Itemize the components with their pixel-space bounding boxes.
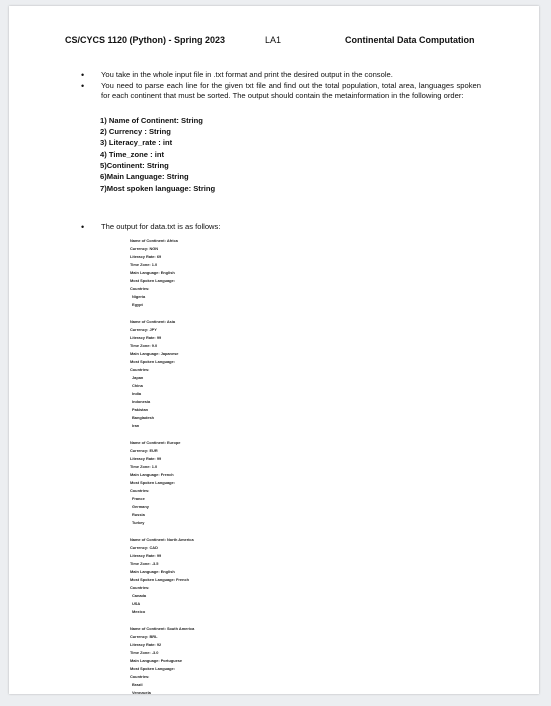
country-line: Nigeria [132,294,146,299]
continent-output-block [130,536,350,616]
continent-output-block [130,237,350,309]
output-line: Name of Continent: North America [130,537,194,542]
field-item: 2) Currency : String [100,127,171,137]
output-line: Time Zone: 1.0 [130,464,158,469]
assignment-topic: Continental Data Computation [345,35,475,45]
output-line: Currency: JPY [130,327,157,332]
output-line: Currency: BRL [130,634,158,639]
field-item: 5)Continent: String [100,160,169,170]
output-line: Most Spoken Language: [130,359,175,364]
output-line: Name of Continent: South America [130,626,195,631]
country-line: Japan [132,375,144,380]
output-line: Literacy Rate: 99 [130,456,162,461]
country-line: France [132,496,145,501]
country-line: USA [132,601,141,606]
output-line: Countries: [130,585,150,590]
page-header [9,35,539,49]
output-line: Literacy Rate: 92 [130,642,162,647]
output-line: Literacy Rate: 69 [130,254,162,259]
bullet-icon: • [81,80,85,91]
output-line: Literacy Rate: 99 [130,553,162,558]
document-page [9,6,539,694]
country-line: Bangladesh [132,415,155,420]
output-line: Most Spoken Language: [130,666,175,671]
instruction-item [81,81,481,102]
field-item: 4) Time_zone : int [100,149,164,159]
country-line: Germany [132,504,149,509]
instruction-item [81,222,220,232]
continent-output-block [130,625,350,697]
output-line: Literacy Rate: 99 [130,335,162,340]
output-line: Main Language: Portuguese [130,658,183,663]
country-line: Russia [132,512,145,517]
country-line: Indonesia [132,399,151,404]
instruction-item [81,70,481,81]
country-line: Canada [132,593,147,598]
output-line: Countries: [130,488,150,493]
continent-output-block [130,318,350,430]
field-item: 1) Name of Continent: String [100,115,203,125]
output-line: Name of Continent: Asia [130,319,176,324]
country-line: Brazil [132,682,143,687]
field-item: 7)Most spoken language: String [100,183,216,193]
assignment-label: LA1 [265,35,282,45]
output-line: Countries: [130,367,150,372]
output-line: Most Spoken Language: [130,480,175,485]
bullet-icon: • [81,222,85,232]
sample-output [130,237,350,706]
output-line: Currency: NGN [130,246,159,251]
instruction-list [81,70,481,194]
output-line: Countries: [130,286,150,291]
bullet-icon: • [81,70,85,80]
instruction-text: You need to parse each line for the given txt file and find out the total population, total area, languages spoken for each continent that must be sorted. The output should contain the metainformation in the following order: [101,80,481,101]
field-item: 3) Literacy_rate : int [100,138,173,148]
field-item: 6)Main Language: String [100,172,189,182]
country-line: Venezuela [132,690,151,695]
output-line: Currency: CAD [130,545,158,550]
output-line: Time Zone: -3.0 [130,650,159,655]
output-line: Main Language: English [130,569,175,574]
output-line: Main Language: English [130,270,175,275]
country-line: Turkey [132,520,145,525]
output-line: Time Zone: 9.0 [130,343,158,348]
output-line: Name of Continent: Europe [130,440,181,445]
continent-output-block [130,439,350,527]
country-line: Mexico [132,609,146,614]
output-intro: The output for data.txt is as follows: [101,222,221,231]
instruction-text: You take in the whole input file in .txt format and print the desired output in the console. [101,70,393,79]
output-line: Time Zone: -3.5 [130,561,159,566]
output-line: Currency: EUR [130,448,158,453]
output-line: Time Zone: 1.0 [130,262,158,267]
field-list [100,115,481,194]
country-line: China [132,383,143,388]
country-line: India [132,391,142,396]
course-title: CS/CYCS 1120 (Python) - Spring 2023 [65,35,226,45]
output-line: Main Language: French [130,472,174,477]
country-line: Egypt [132,302,143,307]
output-line: Most Spoken Language: French [130,577,190,582]
country-line: Iran [132,423,140,428]
output-line: Name of Continent: Africa [130,238,178,243]
country-line: Pakistan [132,407,149,412]
output-line: Most Spoken Language: [130,278,175,283]
output-line: Main Language: Japanese [130,351,179,356]
output-line: Countries: [130,674,150,679]
